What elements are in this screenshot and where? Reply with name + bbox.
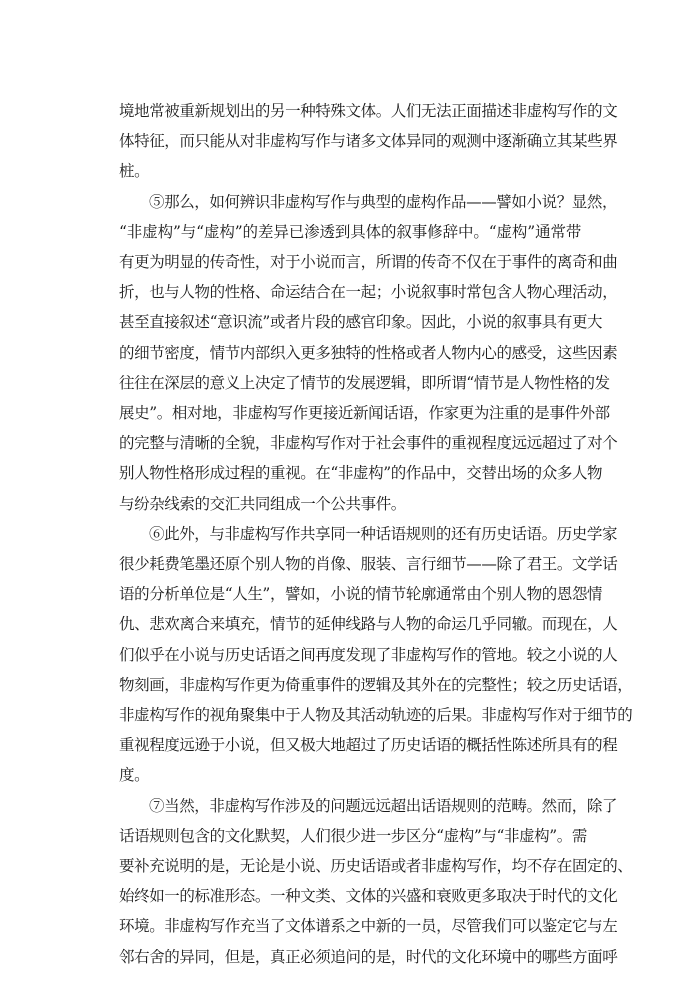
text-line: 桩。 — [119, 162, 150, 181]
paragraph-5 — [119, 187, 618, 519]
text-line: 始终如一的标准形态。一种文类、文体的兴盛和衰败更多取决于时代的文化 — [119, 887, 618, 906]
text-line: 往往在深层的意义上决定了情节的发展逻辑，即所谓“情节是人物性格的发 — [119, 373, 610, 392]
text-line: ⑦当然，非虚构写作涉及的问题远远超出话语规则的范畴。然而，除了 — [149, 796, 618, 815]
text-line: 甚至直接叙述“意识流”或者片段的感官印象。因此，小说的叙事具有更大 — [119, 313, 603, 332]
text-line: 仇、悲欢离合来填充，情节的延伸线路与人物的命运几乎同辙。而现在，人 — [119, 615, 618, 634]
text-line: “非虚构”与“虚构”的差异已渗透到具体的叙事修辞中。“虚构”通常带 — [119, 222, 581, 241]
text-line: 语的分析单位是“人生”，譬如，小说的情节轮廓通常由个别人物的恩怨情 — [119, 585, 603, 604]
text-line: 有更为明显的传奇性，对于小说而言，所谓的传奇不仅在于事件的离奇和曲 — [119, 253, 618, 272]
text-line: 邻右舍的异同，但是，真正必须追问的是，时代的文化环境中的哪些方面呼 — [119, 947, 618, 966]
text-line: 们似乎在小说与历史话语之间再度发现了非虚构写作的管地。较之小说的人 — [119, 645, 618, 664]
paragraph-7 — [119, 791, 633, 972]
text-line: 物刻画，非虚构写作更为倚重事件的逻辑及其外在的完整性；较之历史话语， — [119, 675, 633, 694]
text-line: ⑤那么，如何辨识非虚构写作与典型的虚构作品——譬如小说？显然， — [149, 192, 618, 211]
text-line: 境地常被重新规划出的另一种特殊文体。人们无法正面描述非虚构写作的文 — [119, 102, 618, 120]
text-line: 展史”。相对地，非虚构写作更接近新闻话语，作家更为注重的是事件外部 — [119, 404, 610, 423]
text-line: 别人物性格形成过程的重视。在“非虚构”的作品中，交替出场的众多人物 — [119, 464, 603, 483]
text-line: 非虚构写作的视角聚集中于人物及其活动轨迹的后果。非虚构写作对于细节的 — [119, 706, 633, 725]
paragraph-6 — [119, 519, 633, 791]
text-line: 的完整与清晰的全貌，非虚构写作对于社会事件的重视程度远远超过了对个 — [119, 434, 618, 453]
text-line: 话语规则包含的文化默契，人们很少进一步区分“虚构”与“非虚构”。需 — [119, 826, 587, 845]
text-line: 重视程度远逊于小说，但又极大地超过了历史话语的概括性陈述所具有的程 — [119, 736, 618, 755]
text-line: 环境。非虚构写作充当了文体谱系之中新的一员，尽管我们可以鉴定它与左 — [119, 917, 618, 936]
text-line: 的细节密度，情节内部织入更多独特的性格或者人物内心的感受，这些因素 — [119, 343, 618, 362]
text-line: 与纷杂线索的交汇共同组成一个公共事件。 — [119, 494, 406, 513]
text-line: 很少耗费笔墨还原个别人物的肖像、服装、言行细节——除了君王。文学话 — [119, 555, 618, 574]
paragraph-continued — [119, 96, 618, 187]
text-line: 体特征，而只能从对非虚构写作与诸多文体异同的观测中逐渐确立其某些界 — [119, 132, 618, 151]
text-line: ⑥此外，与非虚构写作共享同一种话语规则的还有历史话语。历史学家 — [149, 524, 618, 543]
article-body — [119, 96, 633, 972]
text-line: 要补充说明的是，无论是小说、历史话语或者非虚构写作，均不存在固定的、 — [119, 857, 633, 876]
text-line: 度。 — [119, 766, 150, 785]
text-line: 折，也与人物的性格、命运结合在一起；小说叙事时常包含人物心理活动， — [119, 283, 618, 302]
